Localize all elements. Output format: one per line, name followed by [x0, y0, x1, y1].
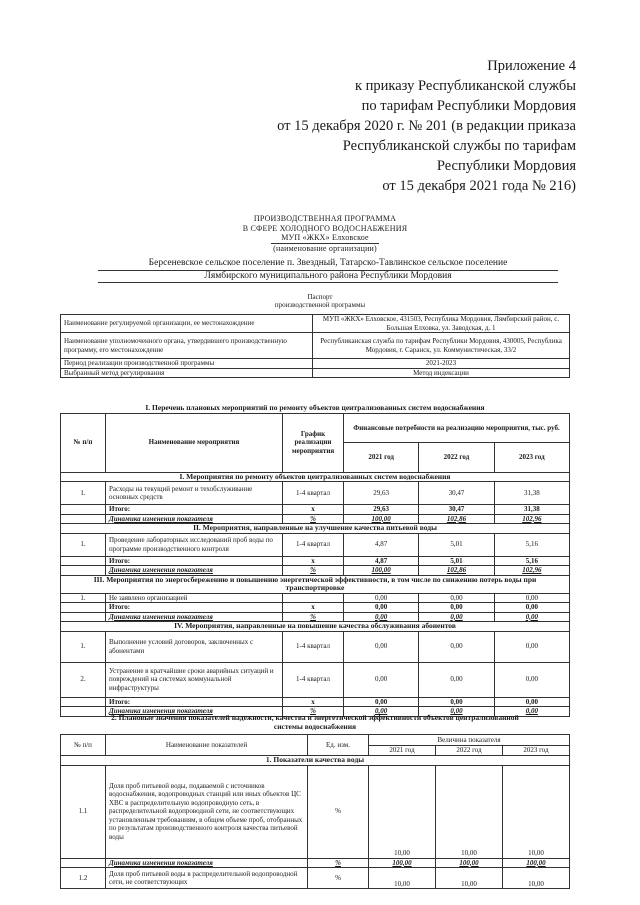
program-org-caption: (наименование организации): [273, 243, 377, 253]
passport-title: [250, 293, 390, 309]
scan-edge-mark: [12, 0, 14, 905]
row-num: 1.: [61, 631, 106, 662]
table-row: [61, 404, 570, 413]
section-row: [61, 756, 570, 766]
appendix-line: Республики Мордовия: [436, 158, 576, 174]
program-subtitle: В СФЕРЕ ХОЛОДНОГО ВОДОСНАБЖЕНИЯ: [242, 223, 408, 233]
row-value: 10,00: [369, 868, 436, 889]
table-header-row: [61, 735, 570, 746]
col-name: Наименование показателей: [106, 735, 308, 756]
dynamics-label: Динамика изменения показателя: [106, 566, 283, 576]
row-value: 31,38: [494, 482, 569, 505]
table-row: [61, 368, 570, 378]
total-row: [61, 697, 570, 707]
total-label: Итого:: [106, 697, 283, 707]
dynamics-value: 0,00: [419, 707, 494, 717]
section-row: [61, 622, 570, 632]
total-value: 30,47: [419, 505, 494, 515]
total-value: 0,00: [419, 603, 494, 613]
row-num: 1.: [61, 482, 106, 505]
passport-value: МУП «ЖКХ» Елховское, 431503, Республика Мордовия, Лямбирский район, с. Большая Елховка, ул. Заводская, д. 1: [313, 315, 570, 333]
row-num: 1.2: [61, 868, 106, 889]
dynamics-value: 0,00: [344, 612, 419, 622]
dynamics-value: 0,00: [419, 612, 494, 622]
col-name: Наименование мероприятия: [106, 413, 283, 472]
row-name: Проведение лабораторных исследований проб воды по программе производственного контроля: [106, 533, 283, 556]
program-heading: [180, 214, 470, 253]
section-title: III. Мероприятия по энергосбережению и повышению энергетической эффективности, в том числе по снижению потерь воды при транспортировке: [61, 575, 570, 593]
row-value: 0,00: [419, 593, 494, 603]
dynamics-unit: %: [283, 707, 344, 717]
row-unit: %: [308, 868, 369, 889]
col-unit: Ед. изм.: [308, 735, 369, 756]
passport-label: Выбранный метод регулирования: [61, 368, 313, 378]
total-value: 0,00: [344, 697, 419, 707]
dynamics-unit: %: [283, 612, 344, 622]
row-name: Не заявлено организацией: [106, 593, 283, 603]
row-schedule: 1-4 квартал: [283, 533, 344, 556]
row-value: 0,00: [344, 662, 419, 697]
total-label: Итого:: [106, 603, 283, 613]
col-2023: 2023 год: [494, 443, 569, 473]
dynamics-value: 100,00: [344, 566, 419, 576]
table-row: [61, 315, 570, 333]
dynamics-value: 102,96: [494, 514, 569, 524]
dynamics-row: [61, 566, 570, 576]
indicators-table: [60, 734, 570, 889]
col-value: Величина показателя: [369, 735, 570, 746]
passport-table: [60, 314, 570, 378]
col-2021: 2021 год: [344, 443, 419, 473]
dynamics-label: Динамика изменения показателя: [106, 612, 283, 622]
total-value: 5,16: [494, 556, 569, 566]
dynamics-unit: %: [283, 566, 344, 576]
total-row: [61, 505, 570, 515]
col-2022: 2022 год: [419, 443, 494, 473]
table-row: [61, 868, 570, 889]
row-value: 0,00: [344, 593, 419, 603]
total-row: [61, 603, 570, 613]
row-value: 10,00: [436, 868, 503, 889]
row-name: Доля проб питьевой воды, подаваемой с источников водоснабжения, водопроводных станций или иных объектов ЦС ХВС в распределительную водопроводную сеть, в распределительной водопроводной сети, не соответствующих установленным требованиям, в общем объеме проб, отобранных по результатам производственного контроля качества питьевой воды: [106, 765, 308, 858]
row-value: 0,00: [494, 662, 569, 697]
col-2021: 2021 год: [369, 745, 436, 756]
appendix-line: от 15 декабря 2021 года № 216): [382, 178, 576, 194]
table-row: [61, 662, 570, 697]
service-area-line: Берсеневское сельское поселение п. Звездный, Татарско-Тавлинское сельское поселение: [98, 258, 558, 271]
section-row: [61, 524, 570, 534]
section-title: IV. Мероприятия, направленные на повышение качества обслуживания абонентов: [61, 622, 570, 632]
row-num: 1.1: [61, 765, 106, 858]
table-row: [61, 533, 570, 556]
col-num: № п/п: [61, 735, 106, 756]
section-title: II. Мероприятия, направленные на улучшение качества питьевой воды: [61, 524, 570, 534]
passport-value: Метод индексации: [313, 368, 570, 378]
dynamics-value: 102,86: [419, 514, 494, 524]
passport-label: Период реализации производственной программы: [61, 359, 313, 369]
section-row: [61, 472, 570, 482]
row-value: 0,00: [344, 631, 419, 662]
dynamics-row: [61, 858, 570, 868]
col-num: № п/п: [61, 413, 106, 472]
row-value: 0,00: [494, 593, 569, 603]
row-value: 30,47: [419, 482, 494, 505]
service-area-line: Лямбирского муниципального района Республики Мордовия: [98, 271, 558, 284]
row-name: Расходы на текущий ремонт и техобслуживание основных средств: [106, 482, 283, 505]
total-value: 5,01: [419, 556, 494, 566]
row-schedule: 1-4 квартал: [283, 631, 344, 662]
passport-value: Республиканская служба по тарифам Республики Мордовия, 430005, Республика Мордовия, г. Саранск, ул. Коммунистическая, 33/2: [313, 333, 570, 359]
dynamics-label: Динамика изменения показателя: [106, 707, 283, 717]
dynamics-value: 100,00: [436, 858, 503, 868]
row-value: 0,00: [494, 631, 569, 662]
row-value: 29,63: [344, 482, 419, 505]
dynamics-unit: %: [283, 514, 344, 524]
total-value: 0,00: [344, 603, 419, 613]
appendix-line: по тарифам Республики Мордовия: [361, 98, 576, 114]
dynamics-value: 100,00: [503, 858, 570, 868]
row-num: 2.: [61, 662, 106, 697]
row-value: 4,87: [344, 533, 419, 556]
dynamics-value: 0,00: [494, 707, 569, 717]
passport-subheading: производственной программы: [274, 301, 366, 309]
total-x: х: [283, 697, 344, 707]
total-value: 0,00: [419, 697, 494, 707]
row-value: 10,00: [436, 765, 503, 858]
total-row: [61, 556, 570, 566]
dynamics-value: 100,00: [344, 514, 419, 524]
passport-label: Наименование регулируемой организации, ее местонахождение: [61, 315, 313, 333]
section-title: 1. Показатели качества воды: [61, 756, 570, 766]
col-2022: 2022 год: [436, 745, 503, 756]
total-value: 31,38: [494, 505, 569, 515]
table-row: [61, 631, 570, 662]
indicators-title-line: 2. Плановые значения показателей надежности, качества и энергетической эффективности объектов централизованной: [111, 713, 519, 722]
dynamics-label: Динамика изменения показателя: [106, 858, 308, 868]
indicators-table-title: [60, 713, 570, 731]
total-value: 0,00: [494, 603, 569, 613]
service-area: [98, 258, 558, 283]
measures-table: [60, 404, 570, 717]
table-row: [61, 482, 570, 505]
total-label: Итого:: [106, 505, 283, 515]
passport-value: 2021-2023: [313, 359, 570, 369]
appendix-line: Приложение 4: [487, 58, 576, 74]
dynamics-label: Динамика изменения показателя: [106, 514, 283, 524]
indicators-title-line: системы водоснабжения: [273, 722, 357, 731]
program-org: МУП «ЖКХ» Елховское: [271, 233, 379, 244]
col-2023: 2023 год: [503, 745, 570, 756]
table-header-row: [61, 413, 570, 443]
row-value: 10,00: [503, 765, 570, 858]
dynamics-value: 100,00: [369, 858, 436, 868]
program-title: ПРОИЗВОДСТВЕННАЯ ПРОГРАММА: [253, 214, 397, 223]
total-value: 0,00: [494, 697, 569, 707]
dynamics-value: 0,00: [344, 707, 419, 717]
row-value: 0,00: [419, 662, 494, 697]
row-value: 5,01: [419, 533, 494, 556]
table-row: [61, 359, 570, 369]
total-x: х: [283, 505, 344, 515]
dynamics-value: 102,96: [494, 566, 569, 576]
row-schedule: 1-4 квартал: [283, 482, 344, 505]
total-x: х: [283, 556, 344, 566]
total-x: х: [283, 603, 344, 613]
table-row: [61, 333, 570, 359]
table-row: [61, 765, 570, 858]
dynamics-value: 102,86: [419, 566, 494, 576]
dynamics-value: 0,00: [494, 612, 569, 622]
row-name: Доля проб питьевой воды в распределительной водопроводной сети, не соответствующих: [106, 868, 308, 889]
row-value: 0,00: [419, 631, 494, 662]
row-num: 1.: [61, 593, 106, 603]
section-title: I. Мероприятия по ремонту объектов централизованных систем водоснабжения: [61, 472, 570, 482]
table-row: [61, 593, 570, 603]
row-name: Выполнение условий договоров, заключенных с абонентами: [106, 631, 283, 662]
row-name: Устранение в кратчайшие сроки аварийных ситуаций и повреждений на системах коммунальной инфраструктуры: [106, 662, 283, 697]
appendix-line: от 15 декабря 2020 г. № 201 (в редакции приказа: [277, 118, 576, 134]
measures-table-title: I. Перечень плановых мероприятий по ремонту объектов централизованных систем водоснабжения: [61, 404, 570, 413]
passport-label: Наименование уполномоченного органа, утвердившего производственную программу, его местонахождение: [61, 333, 313, 359]
row-schedule: 1-4 квартал: [283, 662, 344, 697]
row-num: 1.: [61, 533, 106, 556]
section-row: [61, 575, 570, 593]
appendix-line: к приказу Республиканской службы: [354, 78, 576, 94]
col-finance: Финансовые потребности на реализацию мероприятия, тыс. руб.: [344, 413, 570, 443]
row-value: 10,00: [503, 868, 570, 889]
row-unit: %: [308, 765, 369, 858]
appendix-header: [196, 56, 576, 196]
col-schedule: График реализации мероприятия: [283, 413, 344, 472]
row-value: 5,16: [494, 533, 569, 556]
appendix-line: Республиканской службы по тарифам: [342, 138, 576, 154]
total-value: 29,63: [344, 505, 419, 515]
total-label: Итого:: [106, 556, 283, 566]
total-value: 4,87: [344, 556, 419, 566]
passport-heading: Паспорт: [307, 293, 333, 301]
dynamics-unit: %: [308, 858, 369, 868]
row-value: 10,00: [369, 765, 436, 858]
